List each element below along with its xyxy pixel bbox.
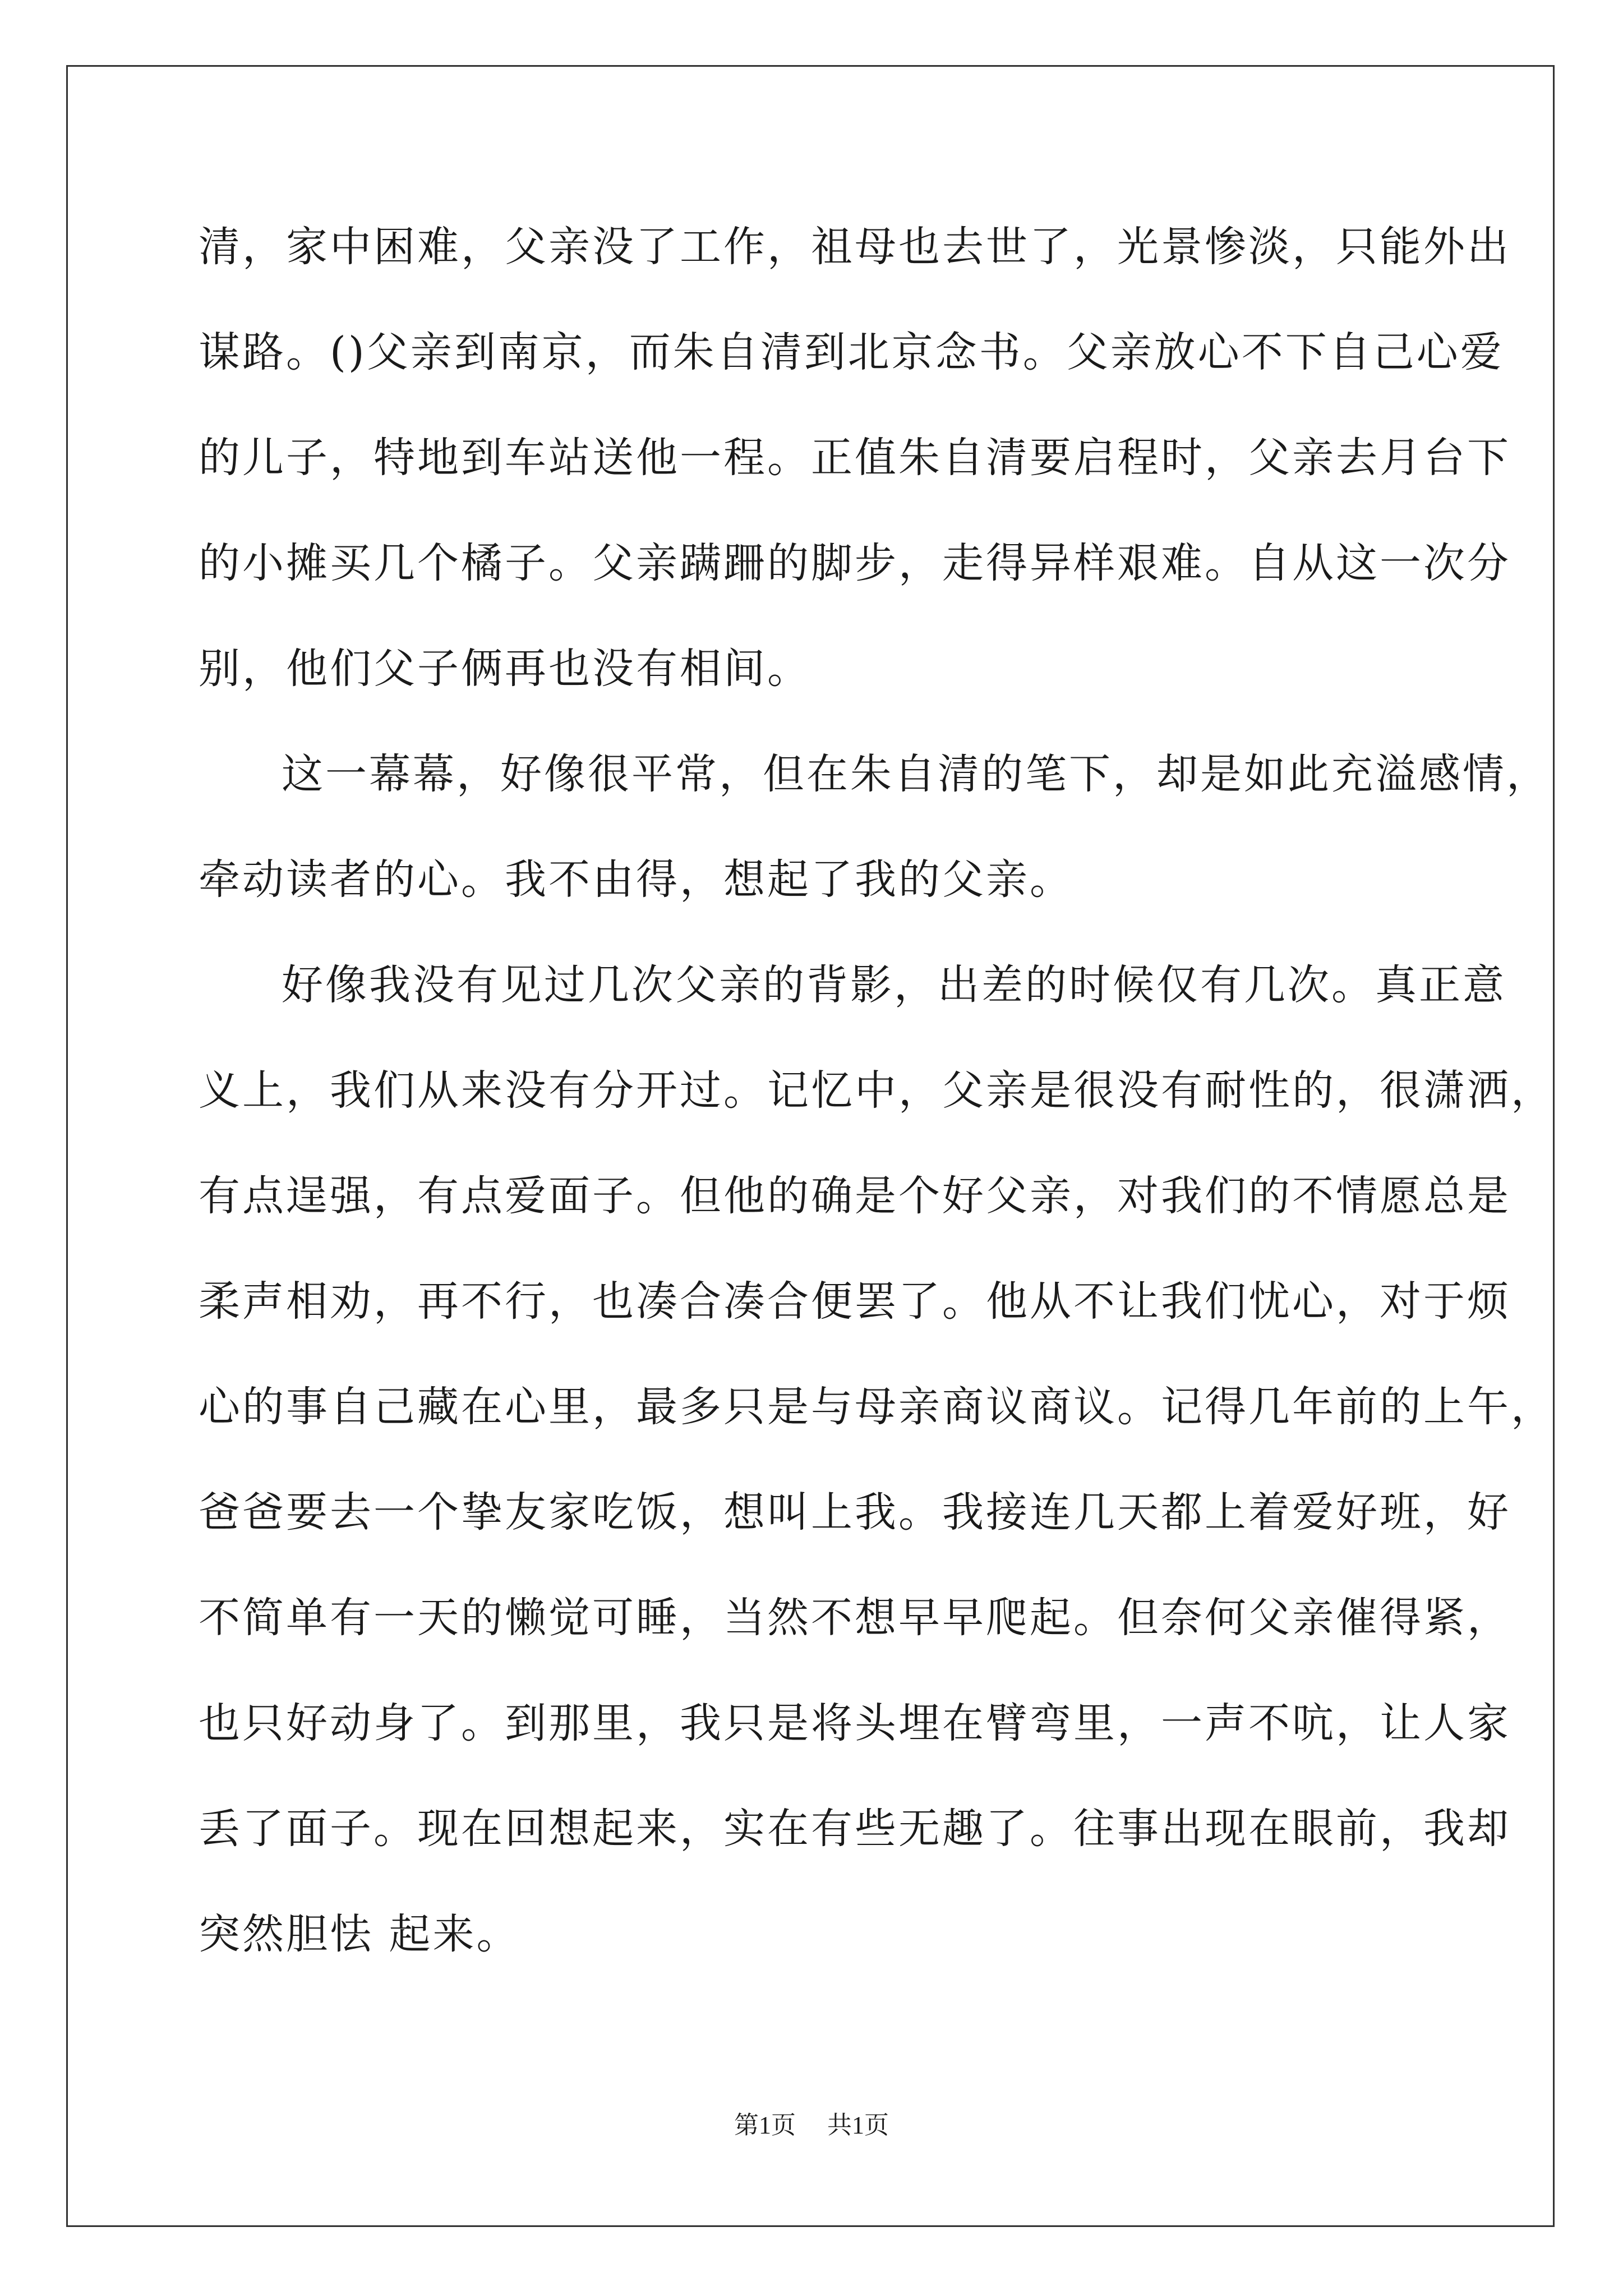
text-line: 丢了面子。现在回想起来，实在有些无趣了。往事出现在眼前，我却 [199, 1805, 1511, 1853]
text-line: 的儿子，特地到车站送他一程。正值朱自清要启程时，父亲去月台下 [199, 434, 1511, 482]
text-line: 突然胆怯 起来。 [199, 1910, 520, 1958]
text-line: 有点逞强，有点爱面子。但他的确是个好父亲，对我们的不情愿总是 [199, 1172, 1511, 1220]
text-line: 牵动读者的心。我不由得，想起了我的父亲。 [199, 855, 1073, 904]
text-line: 心的事自己藏在心里，最多只是与母亲商议商议。记得几年前的上午， [199, 1383, 1555, 1431]
text-line: 的小摊买几个橘子。父亲蹒跚的脚步，走得异样艰难。自从这一次分 [199, 539, 1511, 587]
text-line: 爸爸要去一个挚友家吃饭，想叫上我。我接连几天都上着爱好班，好 [199, 1488, 1511, 1536]
document-body [199, 213, 1555, 2006]
text-line: 谋路。()父亲到南京，而朱自清到北京念书。父亲放心不下自己心爱 [199, 328, 1504, 376]
paragraph-first-line: 好像我没有见过几次父亲的背影，出差的时候仅有几次。真正意 [282, 961, 1506, 1009]
text-line: 清，家中困难，父亲没了工作，祖母也去世了，光景惨淡，只能外出 [199, 223, 1511, 271]
text-line: 别，他们父子俩再也没有相间。 [199, 645, 811, 693]
paragraph-first-line: 这一幕幕，好像很平常，但在朱自清的笔下，却是如此充溢感情， [282, 750, 1550, 798]
text-line: 柔声相劝，再不行，也凑合凑合便罢了。他从不让我们忧心，对于烦 [199, 1277, 1511, 1326]
page-number: 第1页 [734, 2111, 796, 2139]
page-footer [0, 2105, 1623, 2141]
page-total: 共1页 [827, 2111, 889, 2139]
text-line: 义上，我们从来没有分开过。记忆中，父亲是很没有耐性的，很潇洒， [199, 1066, 1555, 1115]
text-line: 不简单有一天的懒觉可睡，当然不想早早爬起。但奈何父亲催得紧， [199, 1594, 1511, 1642]
text-line: 也只好动身了。到那里，我只是将头埋在臂弯里，一声不吭，让人家 [199, 1699, 1511, 1747]
